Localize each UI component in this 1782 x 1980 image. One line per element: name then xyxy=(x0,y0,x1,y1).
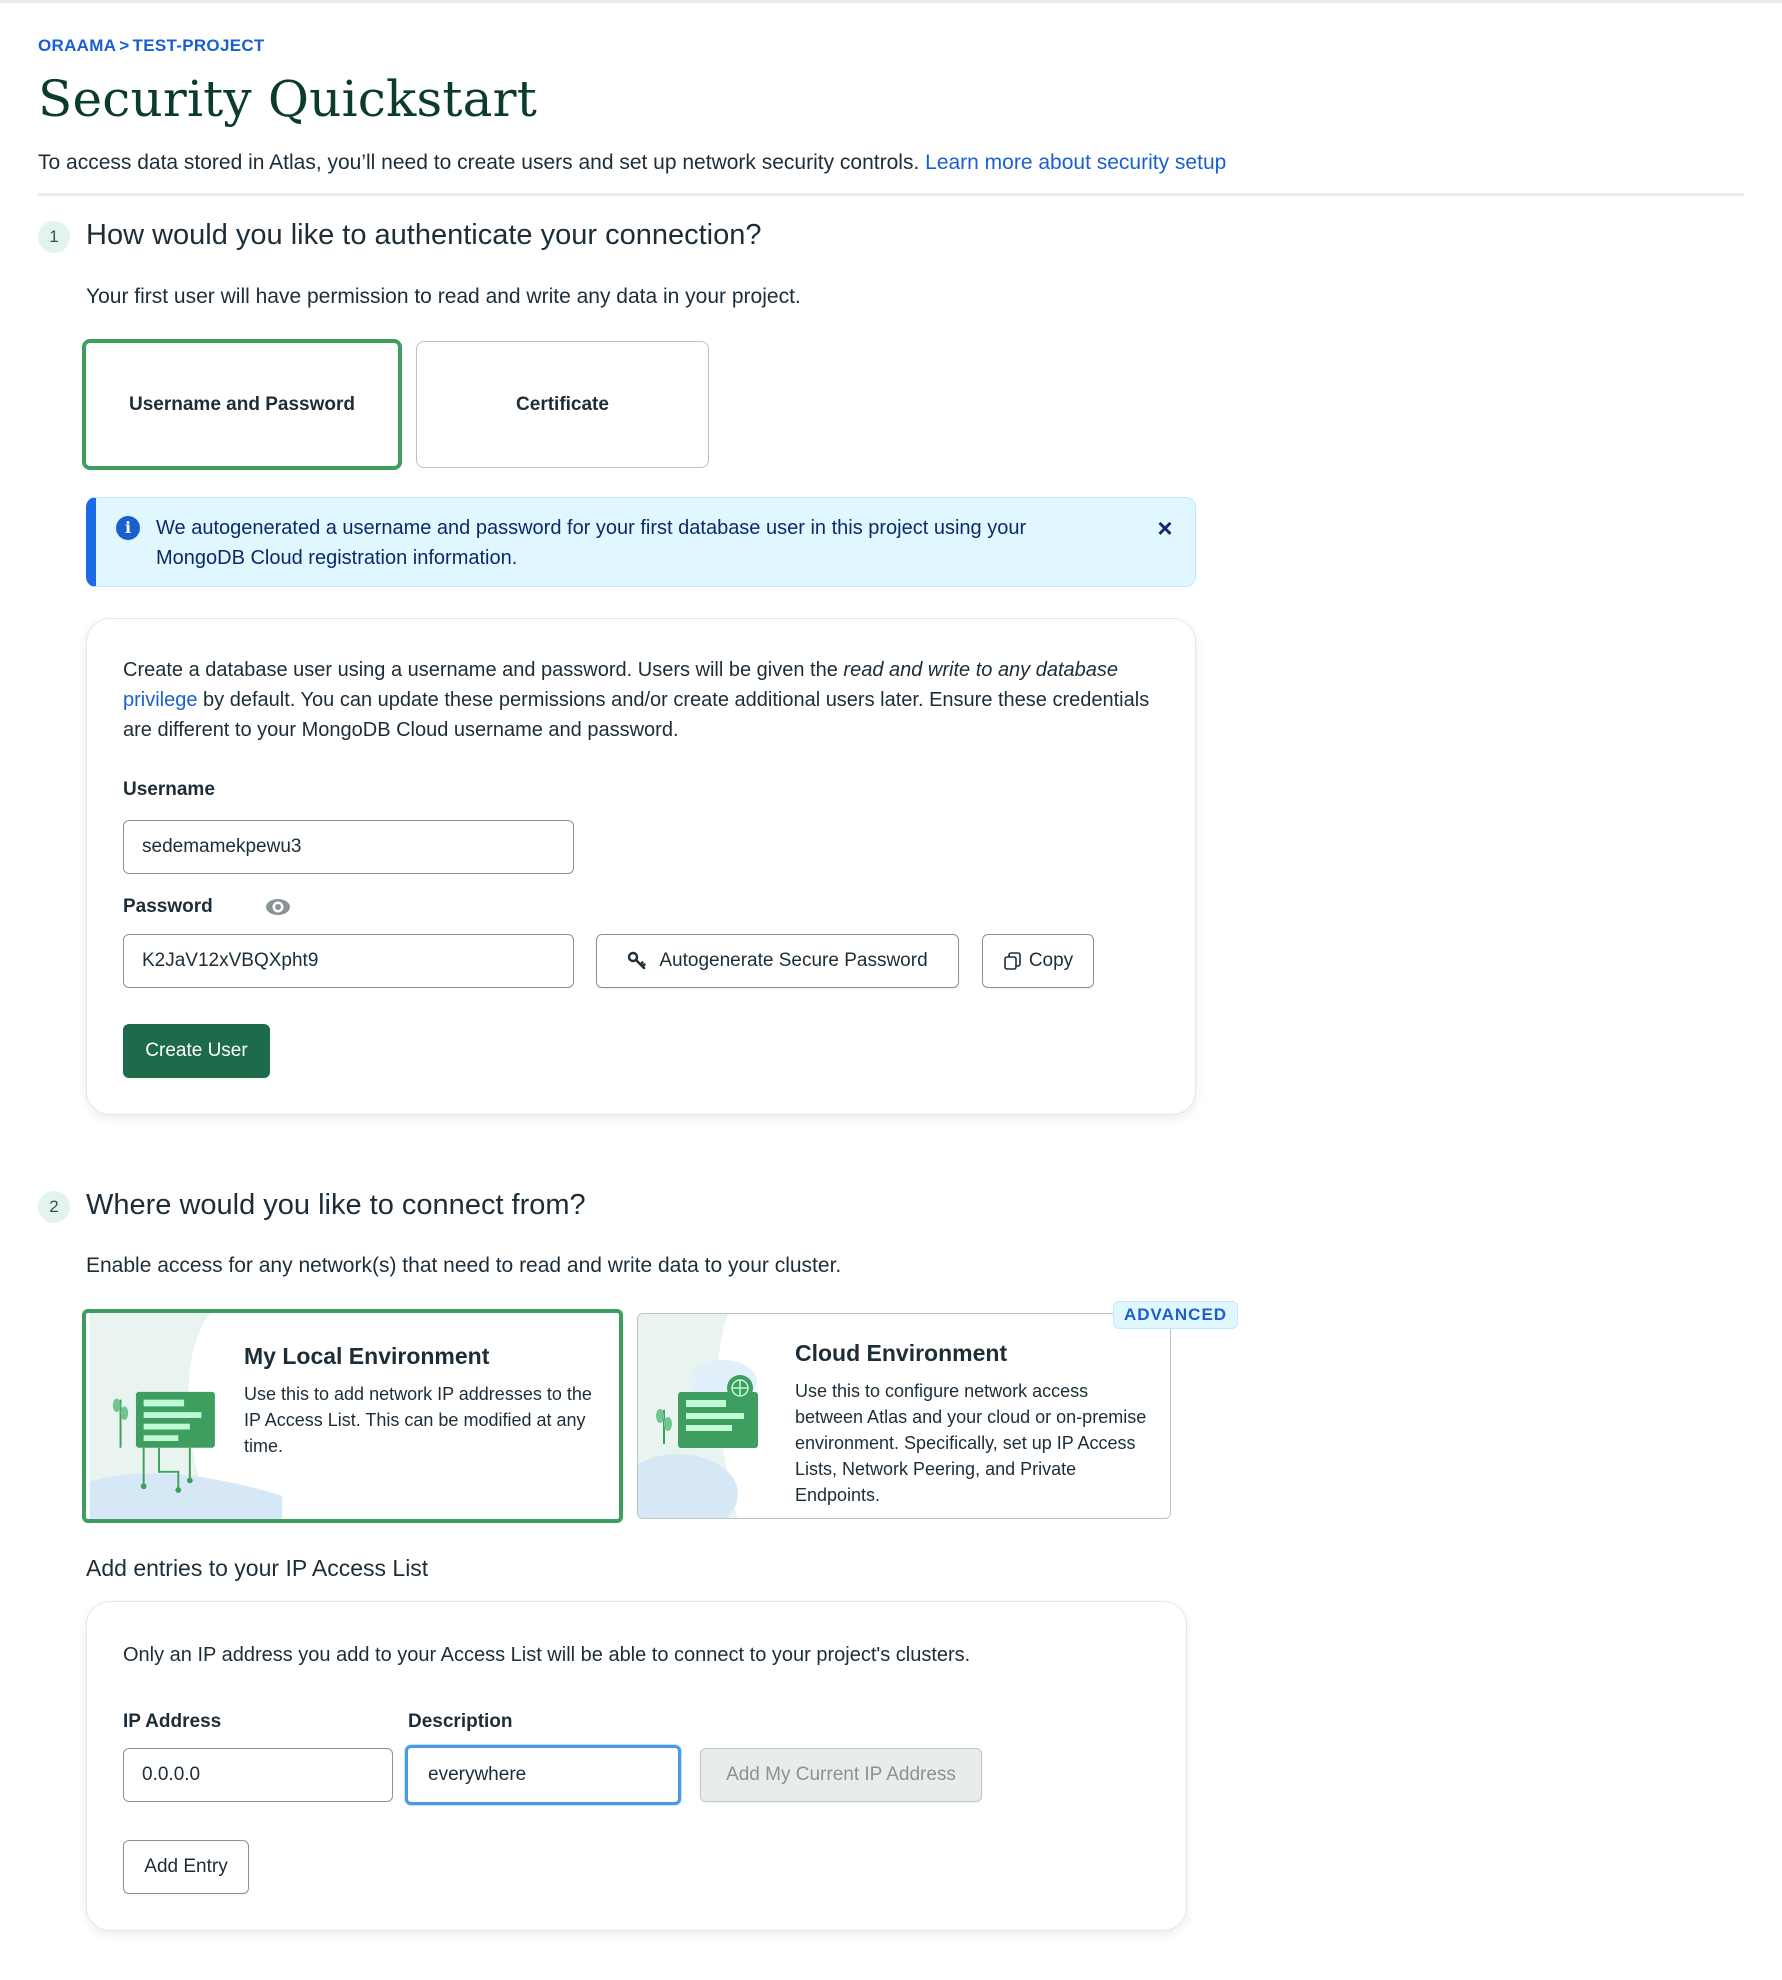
copy-icon xyxy=(1003,951,1023,971)
description-input[interactable] xyxy=(405,1745,681,1805)
create-user-panel xyxy=(86,618,1196,1115)
ip-address-input[interactable] xyxy=(123,1748,393,1802)
desc-italic: read and write to any database xyxy=(843,659,1119,681)
create-user-description xyxy=(123,655,1163,745)
description-value: everywhere xyxy=(428,1764,527,1785)
add-current-ip-label: Add My Current IP Address xyxy=(726,1764,956,1785)
password-value: K2JaV12xVBQXpht9 xyxy=(142,950,319,971)
username-value: sedemamekpewu3 xyxy=(142,836,302,857)
learn-more-link[interactable]: Learn more about security setup xyxy=(925,151,1227,174)
username-input[interactable] xyxy=(123,820,574,874)
close-icon[interactable]: × xyxy=(1157,513,1173,543)
breadcrumb-project[interactable]: TEST-PROJECT xyxy=(132,36,265,55)
autogenerate-label: Autogenerate Secure Password xyxy=(659,950,928,971)
env-option-local[interactable] xyxy=(82,1309,623,1523)
create-user-label: Create User xyxy=(145,1040,248,1061)
page-title: Security Quickstart xyxy=(38,70,538,128)
copy-button[interactable] xyxy=(982,934,1094,988)
env-option-description: Use this to add network IP addresses to the IP Access List. This can be modified at any time. xyxy=(244,1384,592,1456)
description-label: Description xyxy=(408,1711,513,1732)
key-icon xyxy=(627,951,647,971)
step-2-subtitle: Enable access for any network(s) that need to read and write data to your cluster. xyxy=(86,1254,842,1277)
auth-option-username-password[interactable] xyxy=(82,339,402,470)
step-2-number: 2 xyxy=(38,1191,70,1223)
desc-text: Create a database user using a username and password. Users will be given the xyxy=(123,659,844,681)
ip-access-list-heading: Add entries to your IP Access List xyxy=(86,1555,429,1581)
env-option-title: Cloud Environment xyxy=(795,1340,1008,1366)
env-option-cloud[interactable] xyxy=(637,1313,1171,1519)
step-1-subtitle: Your first user will have permission to read and write any data in your project. xyxy=(86,285,801,308)
password-label: Password xyxy=(123,896,213,917)
step-2-title: Where would you like to connect from? xyxy=(86,1189,586,1221)
privilege-link[interactable]: privilege xyxy=(123,689,198,711)
step-1-title: How would you like to authenticate your connection? xyxy=(86,219,762,251)
password-input[interactable] xyxy=(123,934,574,988)
header-divider xyxy=(38,193,1744,196)
top-border xyxy=(0,0,1782,3)
env-option-description: Use this to configure network access between Atlas and your cloud or on-premise environment. Specifically, set up IP Access Lists, Network Peering, and Private Endpoints. xyxy=(795,1381,1147,1505)
env-option-title: My Local Environment xyxy=(244,1343,490,1369)
info-banner xyxy=(86,497,1196,587)
username-label: Username xyxy=(123,779,215,800)
add-entry-button[interactable] xyxy=(123,1840,249,1894)
autogenerate-password-button[interactable] xyxy=(596,934,959,988)
breadcrumb xyxy=(38,36,265,56)
add-current-ip-button[interactable] xyxy=(700,1748,982,1802)
ip-access-list-panel xyxy=(86,1601,1187,1931)
info-banner-text: We autogenerated a username and password for your first database user in this project using your MongoDB Cloud registration information. xyxy=(156,517,1027,569)
page-description-text: To access data stored in Atlas, you’ll need to create users and set up network security controls. xyxy=(38,151,920,174)
info-icon: i xyxy=(116,516,140,540)
breadcrumb-separator: > xyxy=(119,36,130,55)
auth-option-label: Certificate xyxy=(516,393,609,415)
eye-icon[interactable] xyxy=(265,897,291,922)
ip-access-list-description: Only an IP address you add to your Access List will be able to connect to your project's clusters. xyxy=(123,1644,971,1666)
advanced-badge: ADVANCED xyxy=(1113,1301,1238,1329)
create-user-button[interactable] xyxy=(123,1024,270,1078)
desc-text-2: by default. You can update these permissions and/or create additional users later. Ensure these credentials are different to your MongoDB Cloud username and password. xyxy=(123,689,1150,741)
page-description xyxy=(38,151,1226,175)
auth-option-label: Username and Password xyxy=(129,393,355,415)
breadcrumb-org[interactable]: ORAAMA xyxy=(38,36,117,55)
step-1-number: 1 xyxy=(38,221,70,253)
copy-label: Copy xyxy=(1028,950,1074,971)
ip-address-value: 0.0.0.0 xyxy=(142,1764,201,1785)
ip-address-label: IP Address xyxy=(123,1711,222,1732)
auth-option-certificate[interactable] xyxy=(416,341,709,468)
add-entry-label: Add Entry xyxy=(144,1856,228,1877)
